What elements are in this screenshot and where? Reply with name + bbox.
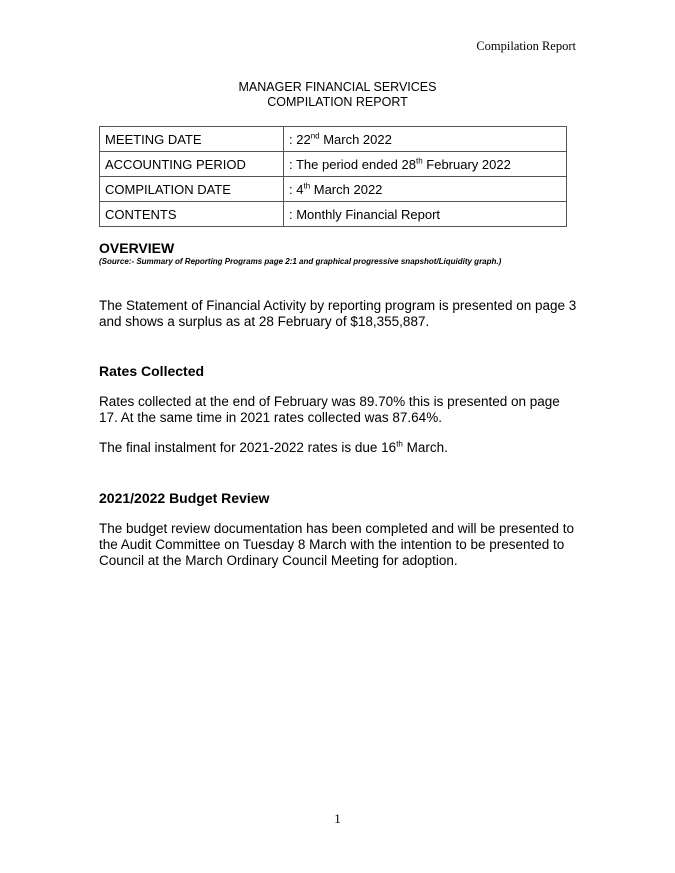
budget-section <box>99 490 577 569</box>
rates-heading: Rates Collected <box>99 363 205 379</box>
compilation-date-value: : 4th March 2022 <box>284 177 567 202</box>
table-row <box>100 152 567 177</box>
contents-value: : Monthly Financial Report <box>284 202 567 227</box>
budget-paragraph: The budget review documentation has been completed and will be presented to the Audit Committee on Tuesday 8 March with the intention to be presented to Council at the March Ordinary Council Meeting for adoption. <box>99 521 575 568</box>
rates-section <box>99 363 577 456</box>
table-row <box>100 202 567 227</box>
report-title <box>0 80 675 110</box>
table-row <box>100 177 567 202</box>
overview-section <box>99 240 577 330</box>
table-row <box>100 127 567 152</box>
meeting-date-label: MEETING DATE <box>100 127 284 152</box>
page-number: 1 <box>334 811 341 826</box>
budget-heading: 2021/2022 Budget Review <box>99 490 270 506</box>
accounting-period-label: ACCOUNTING PERIOD <box>100 152 284 177</box>
contents-label: CONTENTS <box>100 202 284 227</box>
meeting-date-value: : 22nd March 2022 <box>284 127 567 152</box>
title-line-2: COMPILATION REPORT <box>267 95 408 109</box>
compilation-date-label: COMPILATION DATE <box>100 177 284 202</box>
running-header: Compilation Report <box>476 39 576 53</box>
overview-source-note: (Source:- Summary of Reporting Programs page 2:1 and graphical progressive snapshot/Liquidity graph.) <box>99 257 502 266</box>
overview-heading: OVERVIEW <box>99 240 175 256</box>
overview-paragraph: The Statement of Financial Activity by reporting program is presented on page 3 and shows a surplus as at 28 February of $18,355,887. <box>99 298 577 329</box>
title-line-1: MANAGER FINANCIAL SERVICES <box>238 80 437 94</box>
rates-paragraph-1: Rates collected at the end of February was 89.70% this is presented on page 17. At the same time in 2021 rates collected was 87.64%. <box>99 394 560 425</box>
accounting-period-value: : The period ended 28th February 2022 <box>284 152 567 177</box>
meta-table <box>99 126 567 227</box>
rates-paragraph-2: The final instalment for 2021-2022 rates is due 16th March. <box>99 439 448 455</box>
